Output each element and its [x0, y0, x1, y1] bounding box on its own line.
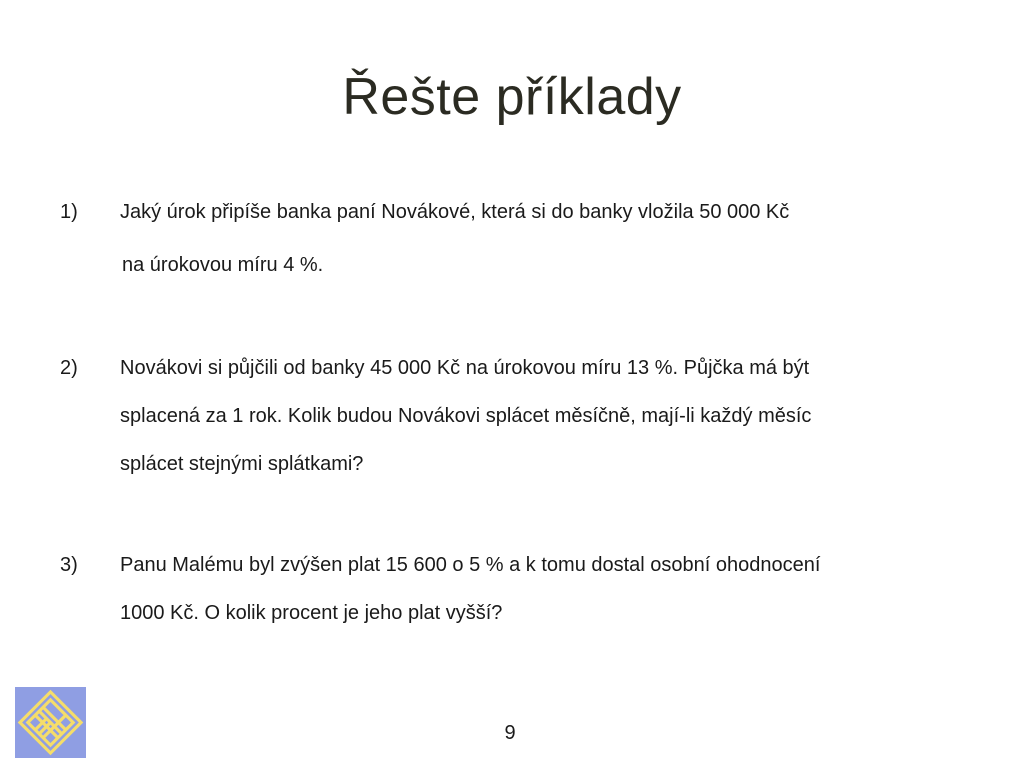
problem-number: 2) [60, 357, 78, 379]
problem-line: 1000 Kč. O kolik procent je jeho plat vyšší? [120, 602, 503, 624]
problem-number: 1) [60, 201, 78, 223]
slide-title: Řešte příklady [342, 68, 682, 126]
problem-text [120, 188, 980, 289]
page-number: 9 [504, 722, 516, 744]
problem-line: Jaký úrok připíše banka paní Novákové, která si do banky vložila 50 000 Kč [120, 201, 790, 223]
problem-line: splácet stejnými splátkami? [120, 453, 364, 475]
problem-line: Panu Malému byl zvýšen plat 15 600 o 5 % a k tomu dostal osobní ohodnocení [120, 554, 821, 576]
problem-line: splacená za 1 rok. Kolik budou Novákovi splácet měsíčně, mají-li každý měsíc [120, 405, 812, 427]
problem-text [120, 344, 980, 488]
problem-text [120, 541, 980, 637]
problem-number: 3) [60, 554, 78, 576]
woven-diamond-logo-icon [15, 687, 86, 758]
problem-line: Novákovi si půjčili od banky 45 000 Kč na úrokovou míru 13 %. Půjčka má být [120, 357, 810, 379]
problem-line: na úrokovou míru 4 %. [122, 254, 324, 276]
